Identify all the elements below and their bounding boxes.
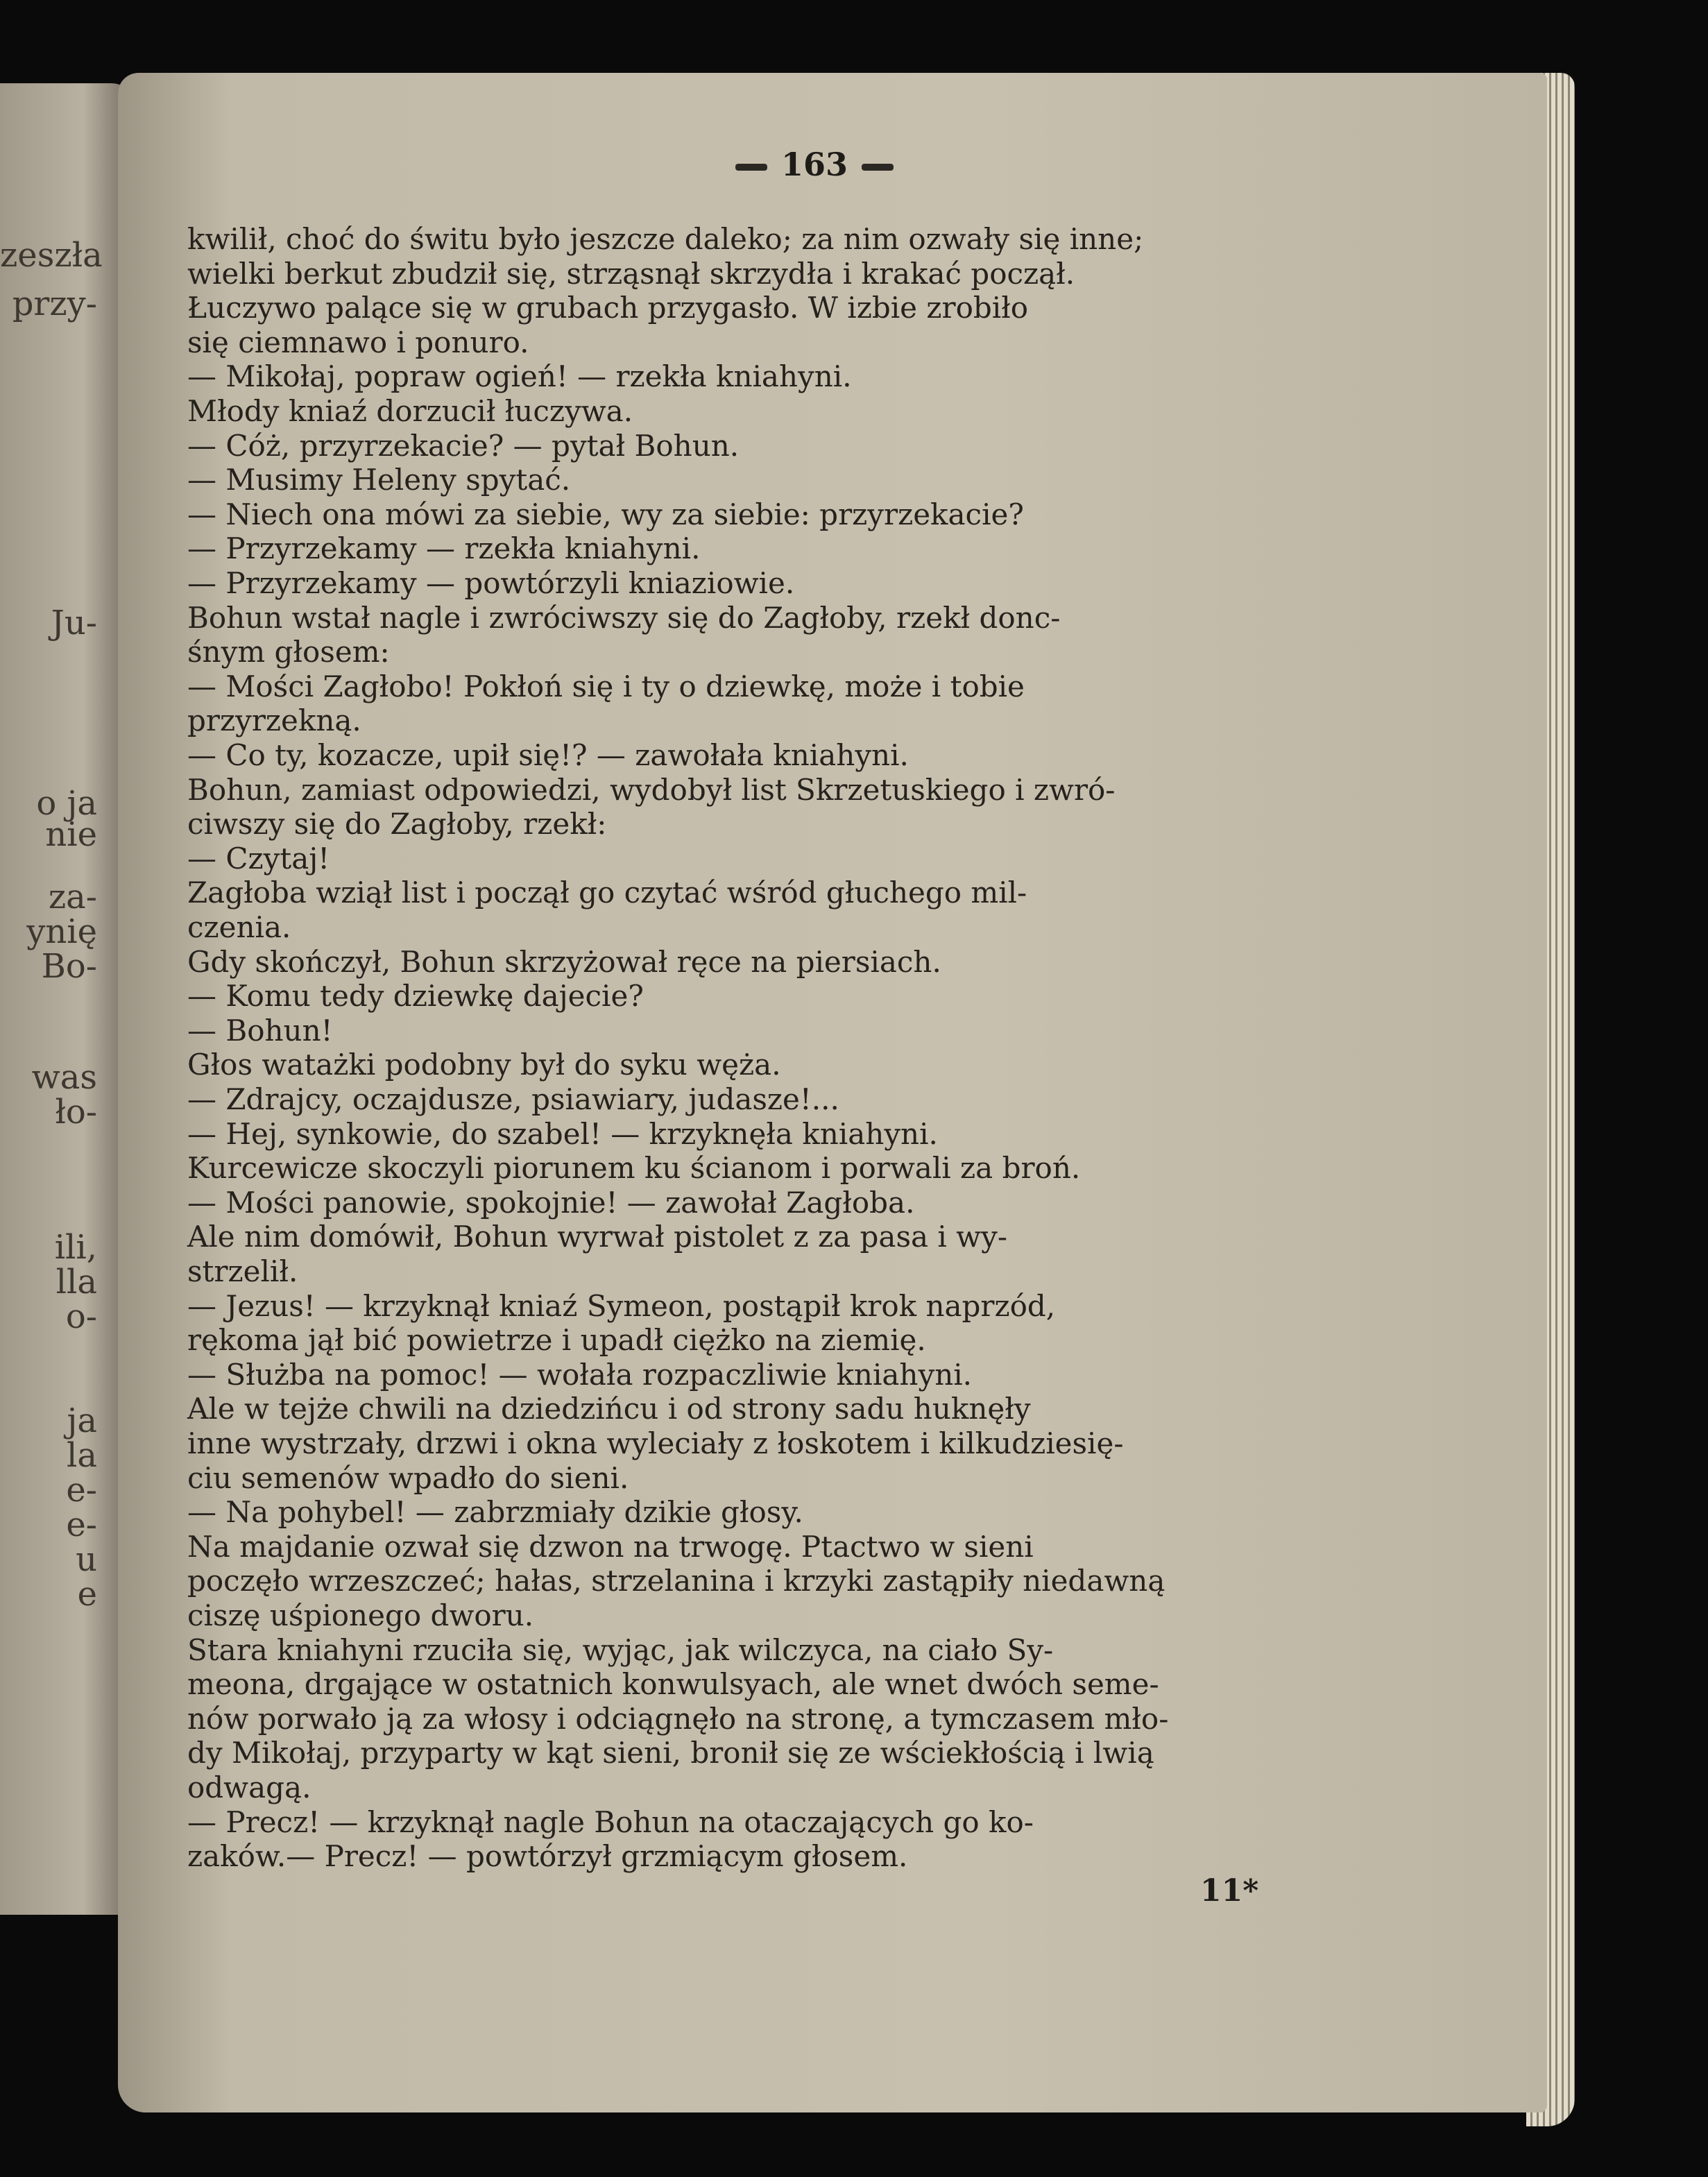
text-line: nów porwało ją za włosy i odciągnęło na stronę, a tymczasem mło-	[187, 1701, 1169, 1736]
left-fragment: ynię	[26, 912, 97, 951]
text-line: — Niech ona mówi za siebie, wy za siebie: przyrzekacie?	[187, 497, 1024, 531]
text-line: Zagłoba wziął list i począł go czytać wśród głuchego mil-	[187, 876, 1027, 910]
left-fragment: e-	[66, 1505, 97, 1544]
text-line: odwagą.	[187, 1770, 311, 1804]
text-line: Ale nim domówił, Bohun wyrwał pistolet z za pasa i wy-	[187, 1220, 1008, 1254]
text-line: inne wystrzały, drzwi i okna wyleciały z łoskotem i kilkudziesię-	[187, 1426, 1124, 1460]
text-line: Kurcewicze skoczyli piorunem ku ścianom i porwali za broń.	[187, 1151, 1081, 1186]
text-line: — Na pohybel! — zabrzmiały dzikie głosy.	[187, 1495, 803, 1530]
text-line: Bohun, zamiast odpowiedzi, wydobył list Skrzetuskiego i zwró-	[187, 772, 1116, 807]
text-line: ciszę uśpionego dworu.	[187, 1598, 534, 1632]
text-line: śnym głosem:	[187, 635, 390, 669]
text-line: — Czytaj!	[187, 841, 330, 876]
text-line: się ciemnawo i ponuro.	[187, 325, 529, 359]
left-fragment: was	[31, 1058, 97, 1097]
text-line: poczęło wrzeszczeć; hałas, strzelanina i krzyki zastąpiły niedawną	[187, 1564, 1165, 1598]
page-number: 163	[781, 146, 848, 183]
left-fragment: Bo-	[41, 947, 97, 986]
text-line: czenia.	[187, 910, 291, 944]
text-line: — Zdrajcy, oczajdusze, psiawiary, judasze!...	[187, 1082, 839, 1116]
text-line: — Precz! — krzyknął nagle Bohun na otaczających go ko-	[187, 1804, 1034, 1839]
left-fragment: za-	[48, 878, 97, 916]
text-line: rękoma jął bić powietrze i upadł ciężko na ziemię.	[187, 1323, 926, 1358]
text-line: — Hej, synkowie, do szabel! — krzyknęła kniahyni.	[187, 1116, 938, 1151]
page-header	[721, 146, 907, 183]
left-fragment: ja	[67, 1401, 97, 1440]
text-line: — Jezus! — krzyknął kniaź Symeon, postąpił krok naprzód,	[187, 1288, 1056, 1323]
text-line: — Musimy Heleny spytać.	[187, 463, 571, 497]
signature-mark: 11*	[1200, 1873, 1259, 1909]
text-line: — Mości Zagłobo! Pokłoń się i ty o dziewkę, może i tobie	[187, 669, 1025, 703]
text-line: — Bohun!	[187, 1013, 333, 1048]
text-line: Łuczywo palące się w grubach przygasło. W izbie zrobiło	[187, 291, 1029, 325]
left-fragment: nie	[45, 815, 97, 854]
text-line: meona, drgające w ostatnich konwulsyach, ale wnet dwóch seme-	[187, 1667, 1159, 1702]
text-line: — Służba na pomoc! — wołała rozpaczliwie kniahyni.	[187, 1357, 973, 1392]
text-line: Stara kniahyni rzuciła się, wyjąc, jak wilczyca, na ciało Sy-	[187, 1632, 1054, 1667]
left-fragment: zeszła	[0, 236, 103, 275]
text-line: — Mikołaj, popraw ogień! — rzekła kniahyni.	[187, 359, 852, 394]
text-line: Na majdanie ozwał się dzwon na trwogę. Ptactwo w sieni	[187, 1529, 1034, 1564]
text-line: ciu semenów wpadło do sieni.	[187, 1460, 629, 1495]
left-fragment: o ja	[36, 784, 97, 823]
text-line: Bohun wstał nagle i zwróciwszy się do Zagłoby, rzekł donc-	[187, 600, 1061, 635]
text-line: — Komu tedy dziewkę dajecie?	[187, 979, 644, 1014]
left-fragment: przy-	[12, 284, 97, 323]
text-line: — Mości panowie, spokojnie! — zawołał Zagłoba.	[187, 1185, 915, 1220]
header-dash-left	[735, 164, 767, 171]
left-fragment: o-	[65, 1297, 97, 1336]
text-line: strzelił.	[187, 1254, 298, 1288]
left-fragment: e-	[66, 1471, 97, 1510]
text-line: zaków.— Precz! — powtórzył grzmiącym głosem.	[187, 1839, 908, 1874]
text-line: Młody kniaź dorzucił łuczywa.	[187, 394, 633, 428]
text-line: przyrzekną.	[187, 703, 361, 738]
text-line: Gdy skończył, Bohun skrzyżował ręce na piersiach.	[187, 944, 941, 979]
text-line: dy Mikołaj, przyparty w kąt sieni, bronił się ze wściekłością i lwią	[187, 1736, 1154, 1770]
text-line: — Cóż, przyrzekacie? — pytał Bohun.	[187, 428, 740, 463]
left-fragment: u	[76, 1540, 97, 1579]
text-line: — Przyrzekamy — rzekła kniahyni.	[187, 531, 701, 566]
left-fragment: ło-	[55, 1093, 97, 1132]
text-line: wielki berkut zbudził się, strząsnął skrzydła i krakać począł.	[187, 256, 1075, 291]
text-line: — Przyrzekamy — powtórzyli kniaziowie.	[187, 566, 795, 600]
header-dash-right	[862, 164, 894, 171]
text-line: ciwszy się do Zagłoby, rzekł:	[187, 807, 607, 842]
left-fragment: Ju-	[51, 604, 97, 642]
left-fragment: lla	[55, 1263, 97, 1301]
text-line: Ale w tejże chwili na dziedzińcu i od strony sadu huknęły	[187, 1392, 1031, 1426]
left-fragment: e	[77, 1575, 97, 1614]
text-line: — Co ty, kozacze, upił się!? — zawołała kniahyni.	[187, 738, 909, 772]
text-line: kwilił, choć do świtu było jeszcze daleko; za nim ozwały się inne;	[187, 222, 1144, 256]
left-fragment: la	[67, 1436, 97, 1475]
text-line: Głos watażki podobny był do syku węża.	[187, 1048, 781, 1082]
left-fragment: ili,	[54, 1228, 97, 1267]
